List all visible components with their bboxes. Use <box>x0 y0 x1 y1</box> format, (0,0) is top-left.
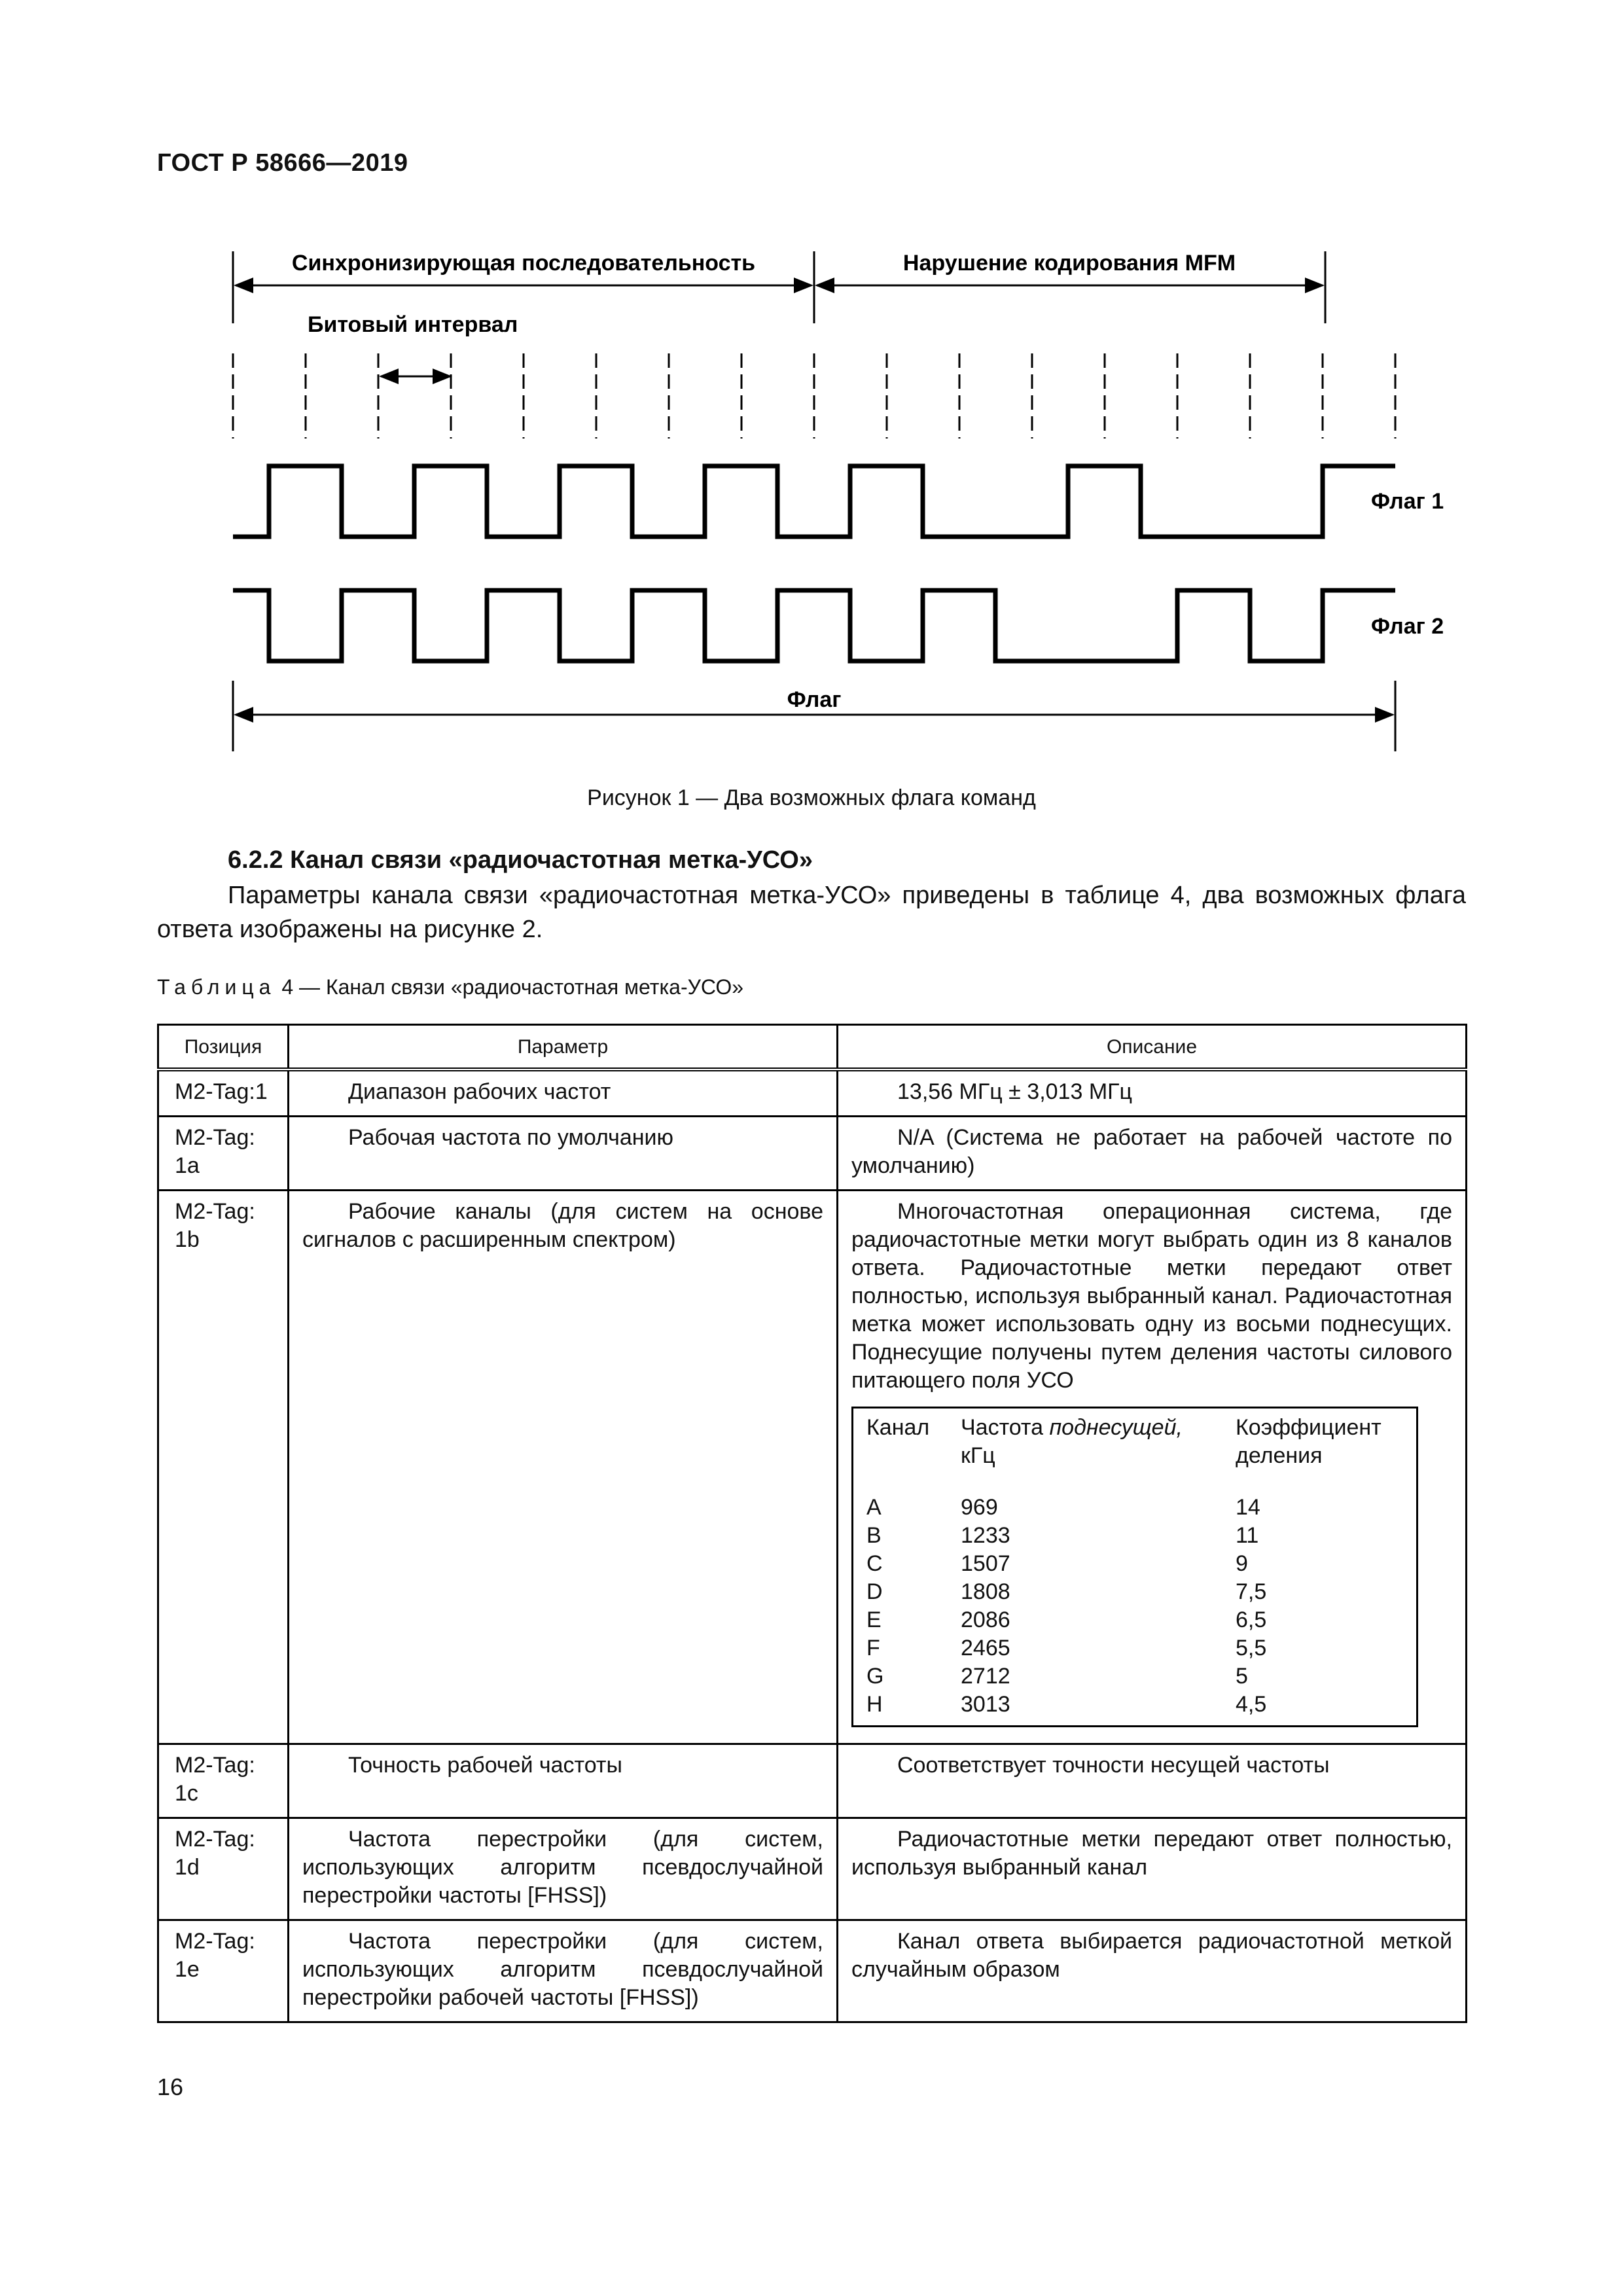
cell-position: M2-Tag: 1c <box>158 1744 289 1818</box>
sub-cell-frequency: 1808 <box>961 1579 1010 1604</box>
sub-cell-channel: F <box>866 1636 880 1660</box>
sub-cell-divider: 5 <box>1236 1664 1248 1689</box>
sub-cell-frequency: 1507 <box>961 1551 1010 1576</box>
sub-cell-divider: 6,5 <box>1236 1607 1267 1632</box>
cell-parameter: Точность рабочей частоты <box>289 1744 838 1818</box>
cell-description: 13,56 МГц ± 3,013 МГц <box>838 1069 1467 1117</box>
sub-cell-divider: 11 <box>1236 1523 1259 1548</box>
table-row <box>158 1818 1467 1920</box>
subcarrier-table <box>851 1407 1418 1727</box>
table-row <box>158 1069 1467 1117</box>
cell-position: M2-Tag: 1e <box>158 1920 289 2022</box>
subcarrier-rows <box>853 1494 1416 1725</box>
timing-diagram <box>0 0 1623 772</box>
sub-cell-frequency: 2712 <box>961 1664 1010 1689</box>
table-row <box>158 1744 1467 1818</box>
sub-cell-divider: 5,5 <box>1236 1636 1267 1660</box>
sub-cell-channel: D <box>866 1579 883 1604</box>
page-number: 16 <box>157 2073 184 2100</box>
cell-parameter: Частота перестройки (для систем, использующих алгоритм псевдослучайной перестройки рабочей частоты [FHSS]) <box>289 1920 838 2022</box>
cell-parameter: Рабочая частота по умолчанию <box>289 1117 838 1191</box>
sub-header-channel: Канал <box>866 1415 930 1440</box>
header-parameter: Параметр <box>289 1025 838 1070</box>
header-description: Описание <box>838 1025 1467 1070</box>
cell-parameter: Рабочие каналы (для систем на основе сигналов с расширенным спектром) <box>289 1191 838 1744</box>
bit-markers <box>233 353 1395 439</box>
sub-cell-divider: 14 <box>1236 1495 1260 1520</box>
flag-label: Флаг <box>787 687 842 712</box>
cell-description: Канал ответа выбирается радиочастотной меткой случайным образом <box>838 1920 1467 2022</box>
flag2-waveform <box>233 590 1395 661</box>
sub-cell-channel: B <box>866 1523 882 1548</box>
table-row <box>158 1920 1467 2022</box>
section-paragraph: Параметры канала связи «радиочастотная метка-УСО» приведены в таблице 4, два возможных флага ответа изображены на рисунке 2. <box>157 882 1466 943</box>
flag1-label: Флаг 1 <box>1371 489 1444 514</box>
subcarrier-table-header <box>853 1408 1416 1494</box>
document-header: ГОСТ Р 58666—2019 <box>157 149 408 177</box>
sub-cell-frequency: 2086 <box>961 1607 1010 1632</box>
sub-cell-channel: C <box>866 1551 883 1576</box>
cell-description: Соответствует точности несущей частоты <box>838 1744 1467 1818</box>
sub-cell-frequency: 2465 <box>961 1636 1010 1660</box>
sub-header-divider: Коэффициент деления <box>1236 1415 1382 1468</box>
mfm-label: Нарушение кодирования MFM <box>902 251 1236 276</box>
sub-cell-frequency: 1233 <box>961 1523 1010 1548</box>
sub-cell-divider: 4,5 <box>1236 1692 1267 1717</box>
sub-cell-frequency: 969 <box>961 1495 998 1520</box>
sub-header-frequency: Частота поднесущей, кГц <box>961 1415 1183 1468</box>
cell-parameter: Частота перестройки (для систем, использующих алгоритм псевдослучайной перестройки частоты [FHSS]) <box>289 1818 838 1920</box>
figure-caption: Рисунок 1 — Два возможных флага команд <box>587 785 1036 810</box>
table-title-rest: 4 — Канал связи «радиочастотная метка-УСО» <box>281 975 744 999</box>
table-row <box>158 1117 1467 1191</box>
cell-position: M2-Tag: 1a <box>158 1117 289 1191</box>
table-title <box>157 975 743 999</box>
table-row <box>158 1191 1467 1744</box>
sub-cell-channel: E <box>866 1607 882 1632</box>
header-position: Позиция <box>158 1025 289 1070</box>
flag1-waveform <box>233 466 1395 537</box>
cell-description-text: Многочастотная операционная система, где радиочастотные метки могут выбрать один из 8 каналов ответа. Радиочастотные метки передают ответ полностью, используя выбранный канал. Радиочастотная метка может использовать одну из восьми поднесущих. Поднесущие получены путем деления частоты силового питающего поля УСО <box>851 1199 1452 1393</box>
cell-parameter: Диапазон рабочих частот <box>289 1069 838 1117</box>
bit-interval-label: Битовый интервал <box>308 312 518 337</box>
flag2-label: Флаг 2 <box>1371 614 1444 639</box>
cell-description <box>838 1191 1467 1744</box>
sync-label: Синхронизирующая последовательность <box>291 251 756 276</box>
table-header-row <box>158 1025 1467 1070</box>
sub-cell-divider: 9 <box>1236 1551 1248 1576</box>
cell-position: M2-Tag:1 <box>158 1069 289 1117</box>
sub-cell-channel: A <box>866 1495 882 1520</box>
cell-position: M2-Tag: 1b <box>158 1191 289 1744</box>
section-title: 6.2.2 Канал связи «радиочастотная метка-УСО» <box>228 846 813 874</box>
sub-cell-divider: 7,5 <box>1236 1579 1267 1604</box>
parameters-table <box>157 1024 1467 2023</box>
sub-cell-channel: H <box>866 1692 883 1717</box>
cell-description: Радиочастотные метки передают ответ полностью, используя выбранный канал <box>838 1818 1467 1920</box>
sub-cell-frequency: 3013 <box>961 1692 1010 1717</box>
cell-description: N/A (Система не работает на рабочей частоте по умолчанию) <box>838 1117 1467 1191</box>
table-title-prefix: Таблица <box>157 975 276 999</box>
sub-cell-channel: G <box>866 1664 884 1689</box>
cell-position: M2-Tag: 1d <box>158 1818 289 1920</box>
